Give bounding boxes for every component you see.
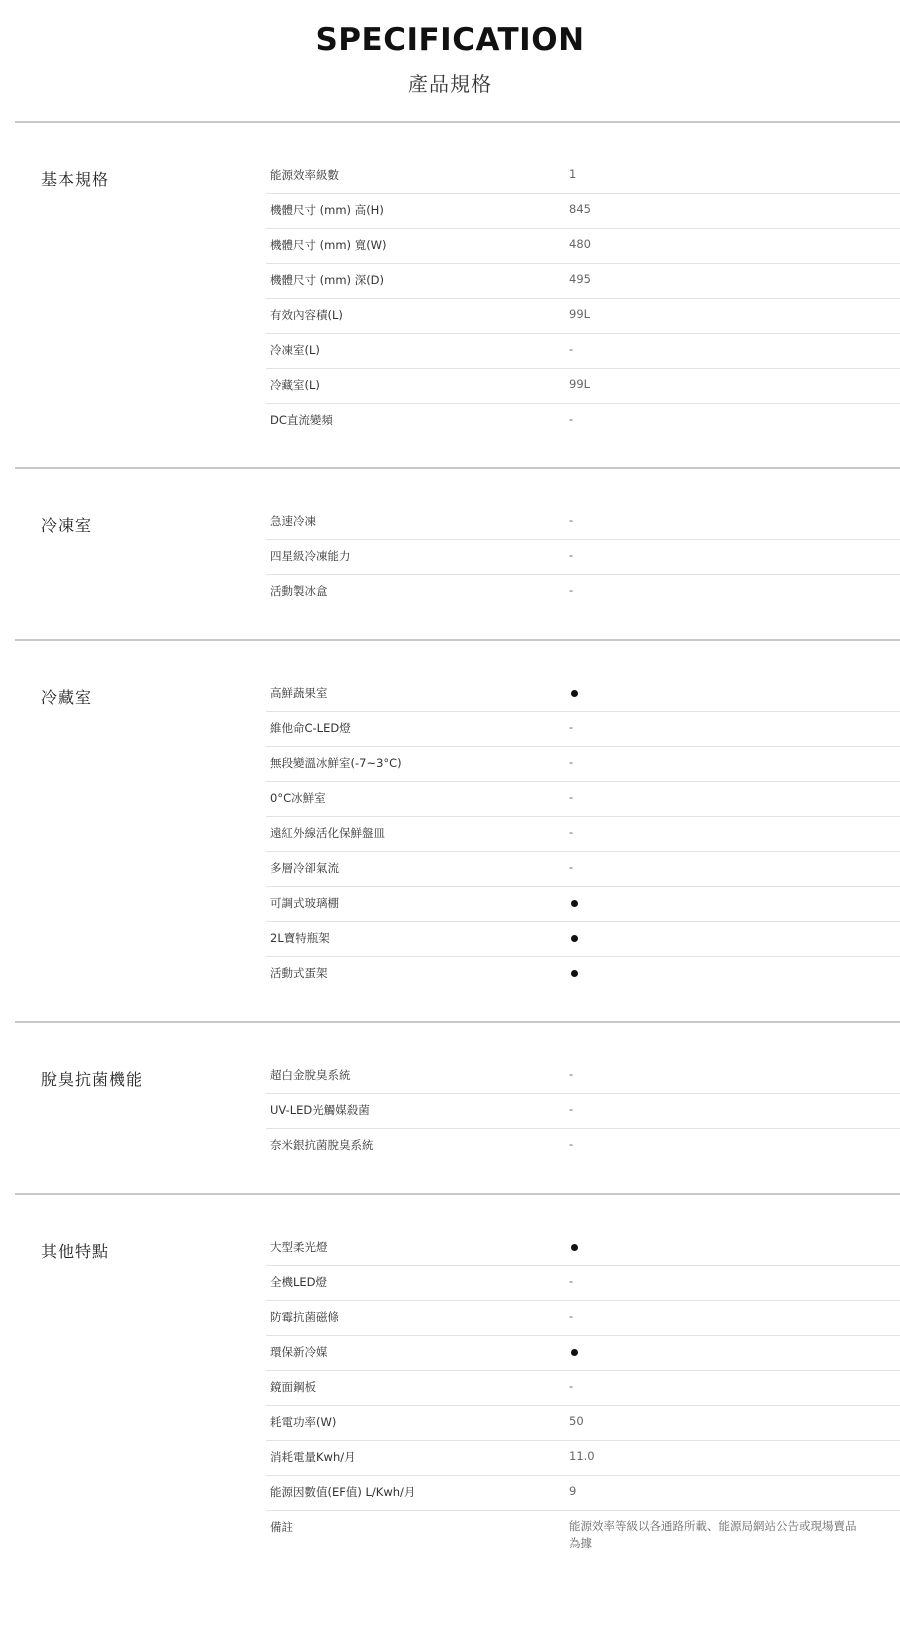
spec-value: - — [569, 513, 574, 527]
spec-label: 遠紅外線活化保鮮盤皿 — [270, 826, 385, 840]
spec-row — [266, 1058, 900, 1094]
spec-row — [266, 1510, 900, 1550]
spec-label: 多層冷卻氣流 — [270, 861, 339, 875]
spec-label: 高鮮蔬果室 — [270, 686, 328, 700]
spec-label: 無段變溫冰鮮室(-7~3°C) — [270, 756, 402, 770]
spec-value: - — [569, 790, 574, 804]
spec-row — [266, 886, 900, 922]
supported-dot-icon — [571, 970, 578, 977]
supported-dot-icon — [571, 935, 578, 942]
spec-label: 能源效率級數 — [270, 168, 339, 182]
spec-row — [266, 956, 900, 992]
spec-label: 備註 — [270, 1520, 293, 1534]
spec-value: 480 — [569, 237, 591, 251]
spec-label: 四星級冷凍能力 — [270, 549, 351, 563]
spec-label: 鏡面鋼板 — [270, 1380, 316, 1394]
spec-value: 能源效率等級以各通路所載、能源局網站公告或現場賣品為據 — [569, 1519, 857, 1550]
spec-section — [15, 639, 900, 980]
spec-row — [266, 263, 900, 299]
spec-value: 99L — [569, 377, 591, 391]
spec-label: DC直流變頻 — [270, 413, 333, 427]
page-subtitle: 產品規格 — [408, 72, 492, 96]
spec-value: - — [569, 412, 574, 426]
spec-value: - — [569, 1379, 574, 1393]
spec-label: 0°C冰鮮室 — [270, 791, 326, 805]
spec-label: 活動式蛋架 — [270, 966, 328, 980]
spec-row — [266, 368, 900, 404]
spec-label: 消耗電量Kwh/月 — [270, 1450, 356, 1464]
spec-value: - — [569, 583, 574, 597]
spec-value: 845 — [569, 202, 591, 216]
spec-row — [266, 539, 900, 575]
supported-dot-icon — [571, 690, 578, 697]
page-title: SPECIFICATION — [315, 22, 585, 58]
spec-value: 50 — [569, 1414, 584, 1428]
spec-row — [266, 921, 900, 957]
spec-row — [266, 1128, 900, 1164]
spec-label: 活動製冰盒 — [270, 584, 328, 598]
spec-row — [266, 851, 900, 887]
spec-label: 耗電功率(W) — [270, 1415, 337, 1429]
spec-row — [266, 228, 900, 264]
spec-label: 機體尺寸 (mm) 寬(W) — [270, 238, 387, 252]
spec-row — [266, 333, 900, 369]
spec-label: 機體尺寸 (mm) 高(H) — [270, 203, 384, 217]
supported-dot-icon — [571, 900, 578, 907]
spec-row — [266, 193, 900, 229]
spec-value: 99L — [569, 307, 591, 321]
spec-row — [266, 1300, 900, 1336]
spec-value: - — [569, 720, 574, 734]
spec-row — [266, 1093, 900, 1129]
spec-value: 11.0 — [569, 1449, 595, 1463]
spec-label: 有效內容積(L) — [270, 308, 343, 322]
spec-section — [15, 121, 900, 427]
supported-dot-icon — [571, 1349, 578, 1356]
spec-label: 可調式玻璃棚 — [270, 896, 339, 910]
spec-row — [266, 504, 900, 540]
spec-section — [15, 1021, 900, 1152]
spec-row — [266, 1475, 900, 1511]
spec-value: - — [569, 1067, 574, 1081]
spec-row — [266, 711, 900, 747]
spec-value: - — [569, 825, 574, 839]
spec-label: 維他命C-LED燈 — [270, 721, 351, 735]
section-title: 冷凍室 — [41, 516, 93, 535]
spec-value: - — [569, 1137, 574, 1151]
spec-row — [266, 1440, 900, 1476]
spec-label: 大型柔光燈 — [270, 1240, 328, 1254]
spec-row — [266, 574, 900, 610]
spec-label: 環保新冷媒 — [270, 1345, 328, 1359]
spec-row — [266, 816, 900, 852]
spec-value: - — [569, 1309, 574, 1323]
spec-row — [266, 403, 900, 439]
spec-row — [266, 298, 900, 334]
spec-label: 超白金脫臭系統 — [270, 1068, 351, 1082]
spec-label: 急速冷凍 — [270, 514, 316, 528]
spec-value: - — [569, 860, 574, 874]
spec-label: UV-LED光觸媒殺菌 — [270, 1103, 370, 1117]
spec-value: - — [569, 1274, 574, 1288]
spec-value: 1 — [569, 167, 577, 181]
spec-section — [15, 1193, 900, 1550]
spec-label: 冷凍室(L) — [270, 343, 320, 357]
spec-label: 冷藏室(L) — [270, 378, 320, 392]
spec-value: 495 — [569, 272, 591, 286]
spec-row — [266, 1405, 900, 1441]
spec-row — [266, 676, 900, 712]
spec-label: 奈米銀抗菌脫臭系統 — [270, 1138, 374, 1152]
spec-value: - — [569, 1102, 574, 1116]
section-title: 脫臭抗菌機能 — [41, 1070, 144, 1089]
spec-row — [266, 746, 900, 782]
spec-label: 能源因數值(EF值) L/Kwh/月 — [270, 1485, 416, 1499]
spec-label: 全機LED燈 — [270, 1275, 328, 1289]
section-title: 其他特點 — [41, 1242, 110, 1261]
spec-section — [15, 467, 900, 598]
spec-row — [266, 158, 900, 194]
spec-row — [266, 1230, 900, 1266]
section-title: 冷藏室 — [41, 688, 93, 707]
spec-label: 機體尺寸 (mm) 深(D) — [270, 273, 385, 287]
spec-label: 2L寶特瓶架 — [270, 931, 330, 945]
spec-value: - — [569, 548, 574, 562]
supported-dot-icon — [571, 1244, 578, 1251]
spec-row — [266, 781, 900, 817]
spec-label: 防霉抗菌磁條 — [270, 1310, 339, 1324]
spec-value: - — [569, 755, 574, 769]
spec-value: - — [569, 342, 574, 356]
section-title: 基本規格 — [41, 170, 110, 189]
spec-row — [266, 1335, 900, 1371]
spec-row — [266, 1370, 900, 1406]
spec-row — [266, 1265, 900, 1301]
spec-value: 9 — [569, 1484, 577, 1498]
